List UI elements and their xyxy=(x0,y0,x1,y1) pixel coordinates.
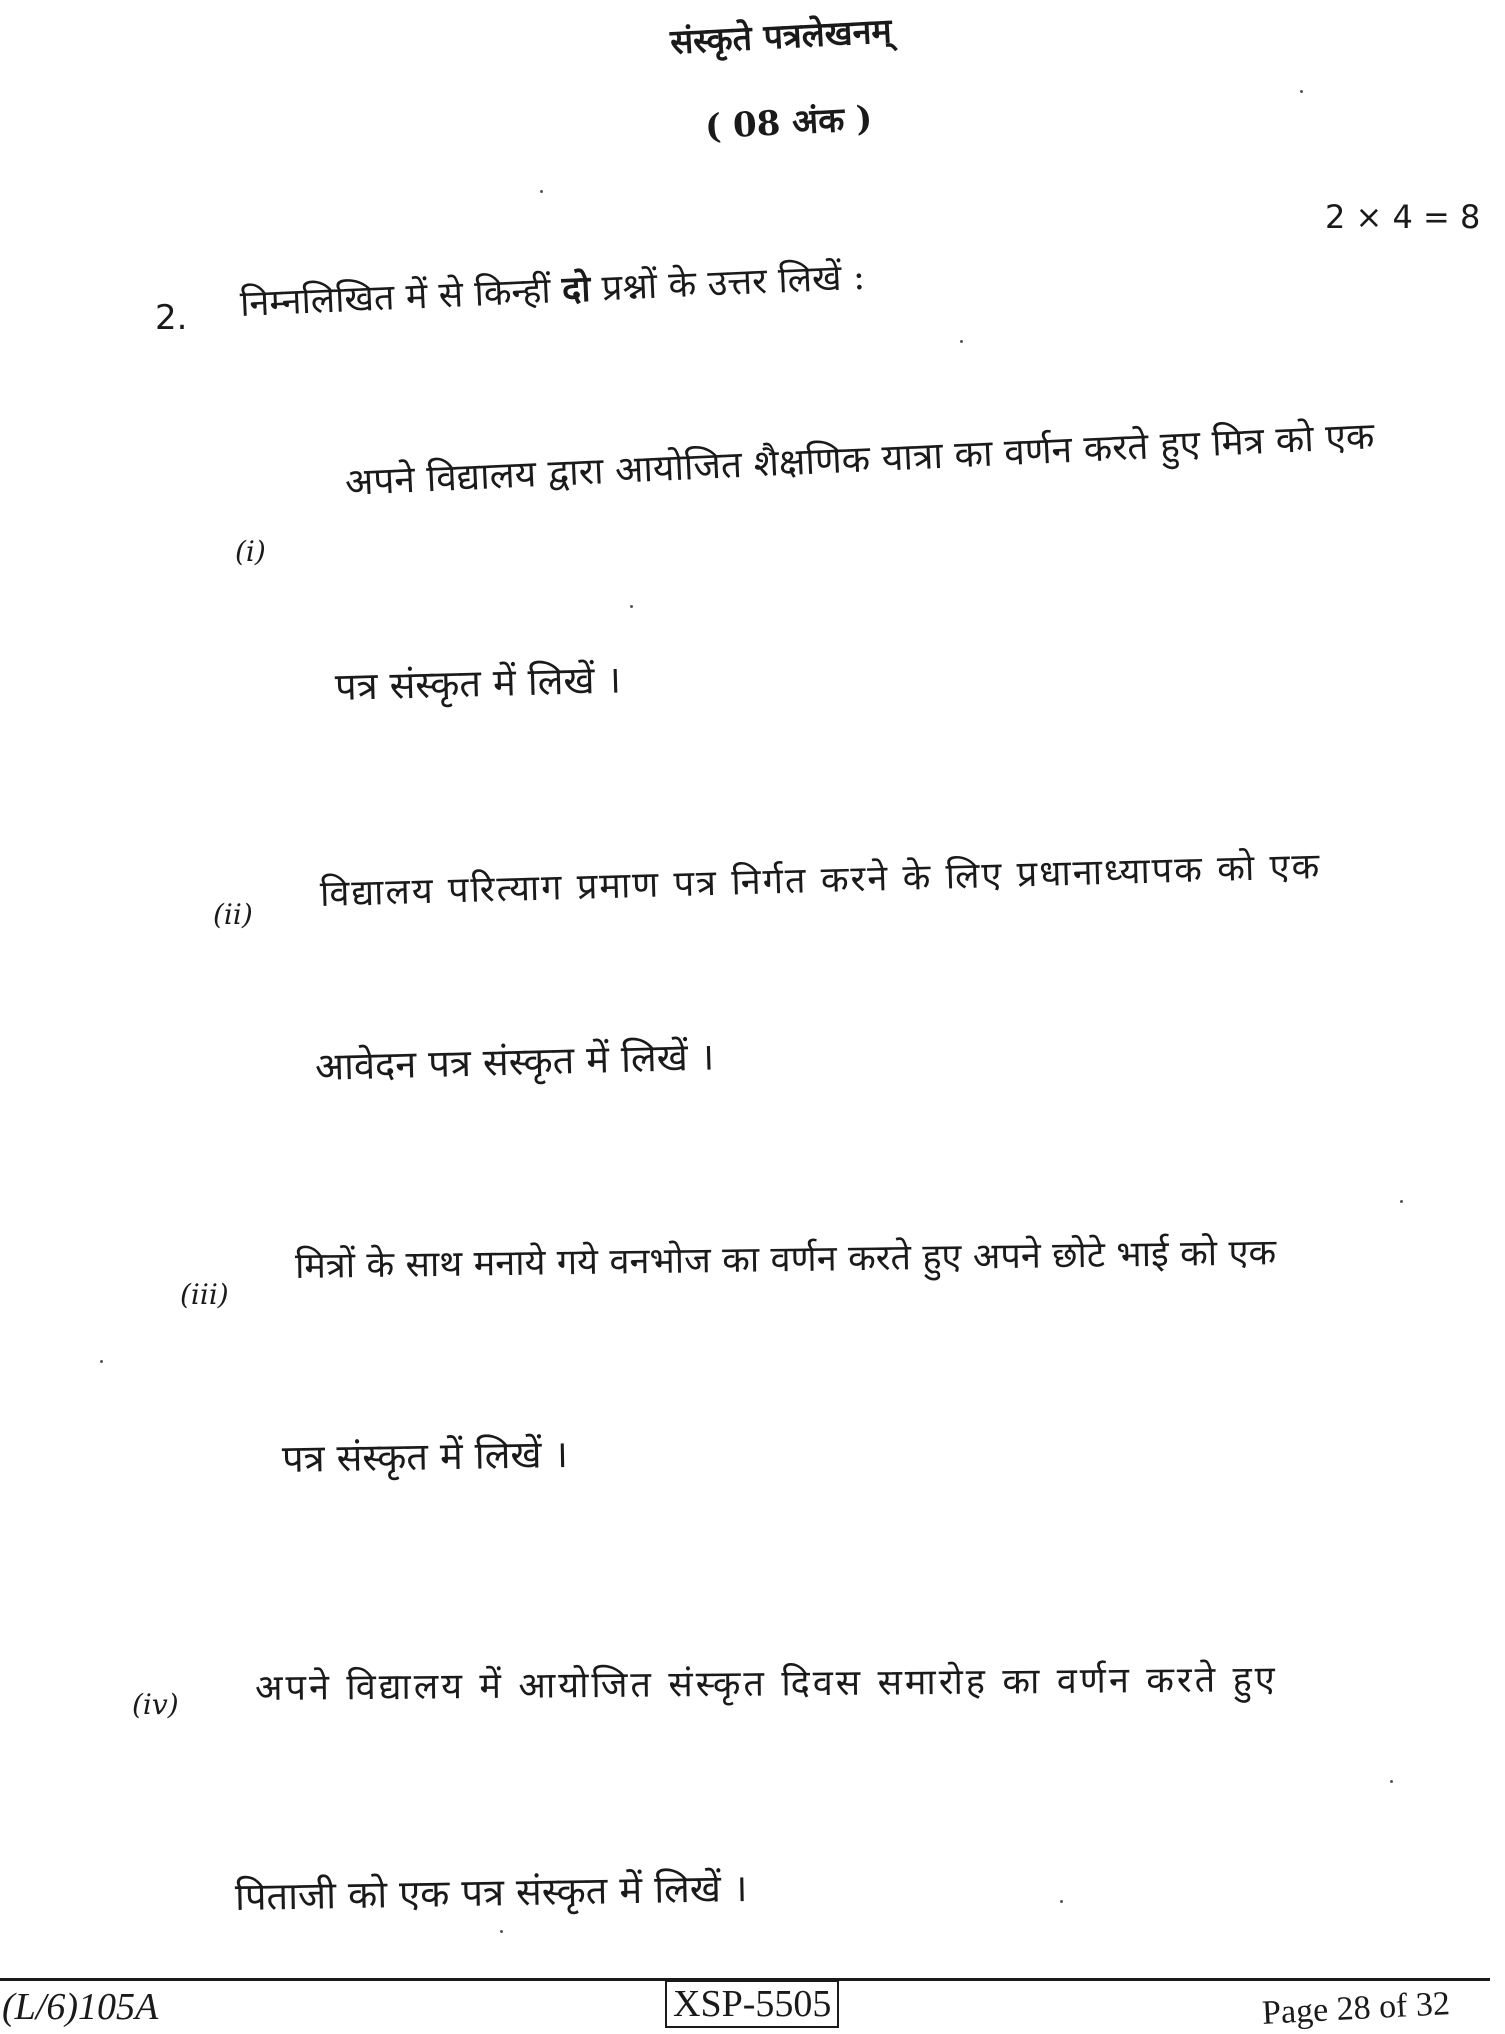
section-marks: ( 08 अंक ) xyxy=(704,98,874,148)
question-number: 2. xyxy=(155,298,188,338)
scan-speck xyxy=(1060,1900,1063,1903)
scan-speck xyxy=(540,190,543,193)
subquestion-i-line2: पत्र संस्कृत में लिखें । xyxy=(334,657,622,709)
scan-speck xyxy=(960,340,963,343)
section-title: संस्कृते पत्रलेखनम् xyxy=(669,11,893,63)
scan-speck xyxy=(100,1360,103,1363)
subquestion-label-iv: (iv) xyxy=(132,1688,179,1721)
scan-speck xyxy=(1300,90,1303,93)
instruction-text-bold: दो xyxy=(561,267,592,311)
subquestion-ii-line1: विद्यालय परित्याग प्रमाण पत्र निर्गत करने के लिए प्रधानाध्यापक को एक xyxy=(319,846,1322,915)
scan-speck xyxy=(630,605,633,608)
subquestion-iv-line2: पिताजी को एक पत्र संस्कृत में लिखें । xyxy=(234,1866,748,1919)
page-number: Page 28 of 32 xyxy=(1261,1985,1451,2032)
subquestion-label-ii: (ii) xyxy=(213,898,253,931)
scan-speck xyxy=(1400,1200,1403,1203)
instruction-text-before: निम्नलिखित में से किन्हीं xyxy=(239,269,563,325)
subquestion-iii-line1: मित्रों के साथ मनाये गये वनभोज का वर्णन करते हुए अपने छोटे भाई को एक xyxy=(294,1232,1277,1287)
subquestion-label-iii: (iii) xyxy=(180,1278,229,1311)
series-code-box: XSP-5505 xyxy=(665,1980,839,2028)
subquestion-iv-line1: अपने विद्यालय में आयोजित संस्कृत दिवस समारोह का वर्णन करते हुए xyxy=(254,1659,1278,1709)
marks-formula: 2 × 4 = 8 xyxy=(1325,198,1481,236)
scan-speck xyxy=(1390,1780,1393,1783)
subquestion-ii-line2: आवेदन पत्र संस्कृत में लिखें । xyxy=(314,1034,715,1089)
paper-code: (L/6)105A xyxy=(2,1986,159,2028)
subquestion-label-i: (i) xyxy=(235,535,266,568)
subquestion-i-line1: अपने विद्यालय द्वारा आयोजित शैक्षणिक यात्रा का वर्णन करते हुए मित्र को एक xyxy=(344,414,1376,504)
subquestion-iii-line2: पत्र संस्कृत में लिखें । xyxy=(281,1432,569,1481)
scan-speck xyxy=(500,1930,503,1933)
instruction-text-after: प्रश्नों के उत्तर लिखें : xyxy=(589,256,866,310)
question-instruction xyxy=(239,251,866,327)
